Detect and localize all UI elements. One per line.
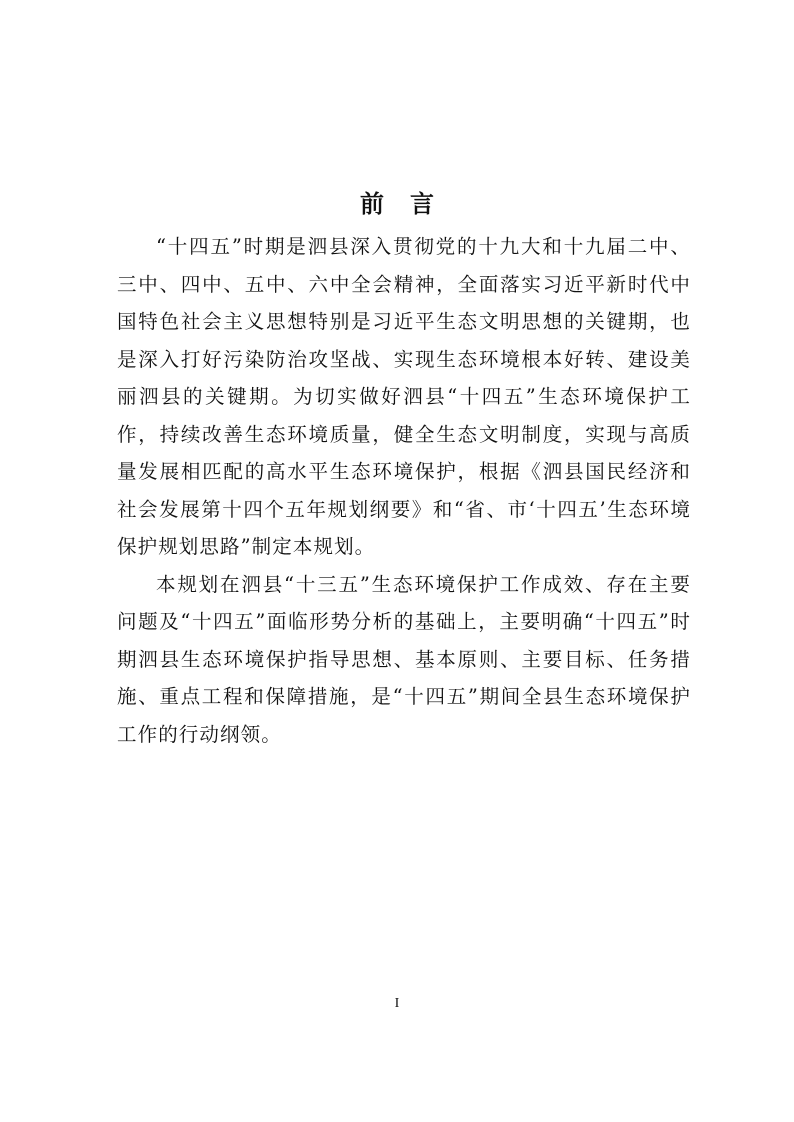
page-number: I xyxy=(394,996,400,1011)
body-text xyxy=(117,228,691,753)
paragraph-1: “十四五”时期是泗县深入贯彻党的十九大和十九届二中、三中、四中、五中、六中全会精神，全面落实习近平新时代中国特色社会主义思想特别是习近平生态文明思想的关键期，也是深入打好污染防治攻坚战、实现生态环境根本好转、建设美丽泗县的关键期。为切实做好泗县“十四五”生态环境保护工作，持续改善生态环境质量，健全生态文明制度，实现与高质量发展相匹配的高水平生态环境保护，根据《泗县国民经济和社会发展第十四个五年规划纲要》和“省、市‘十四五’生态环境保护规划思路”制定本规划。 xyxy=(117,235,691,558)
page-title: 前言 xyxy=(360,189,460,219)
paragraph-2: 本规划在泗县“十三五”生态环境保护工作成效、存在主要问题及“十四五”面临形势分析的基础上，主要明确“十四五”时期泗县生态环境保护指导思想、基本原则、主要目标、任务措施、重点工程和保障措施，是“十四五”期间全县生态环境保护工作的行动纲领。 xyxy=(117,572,691,746)
